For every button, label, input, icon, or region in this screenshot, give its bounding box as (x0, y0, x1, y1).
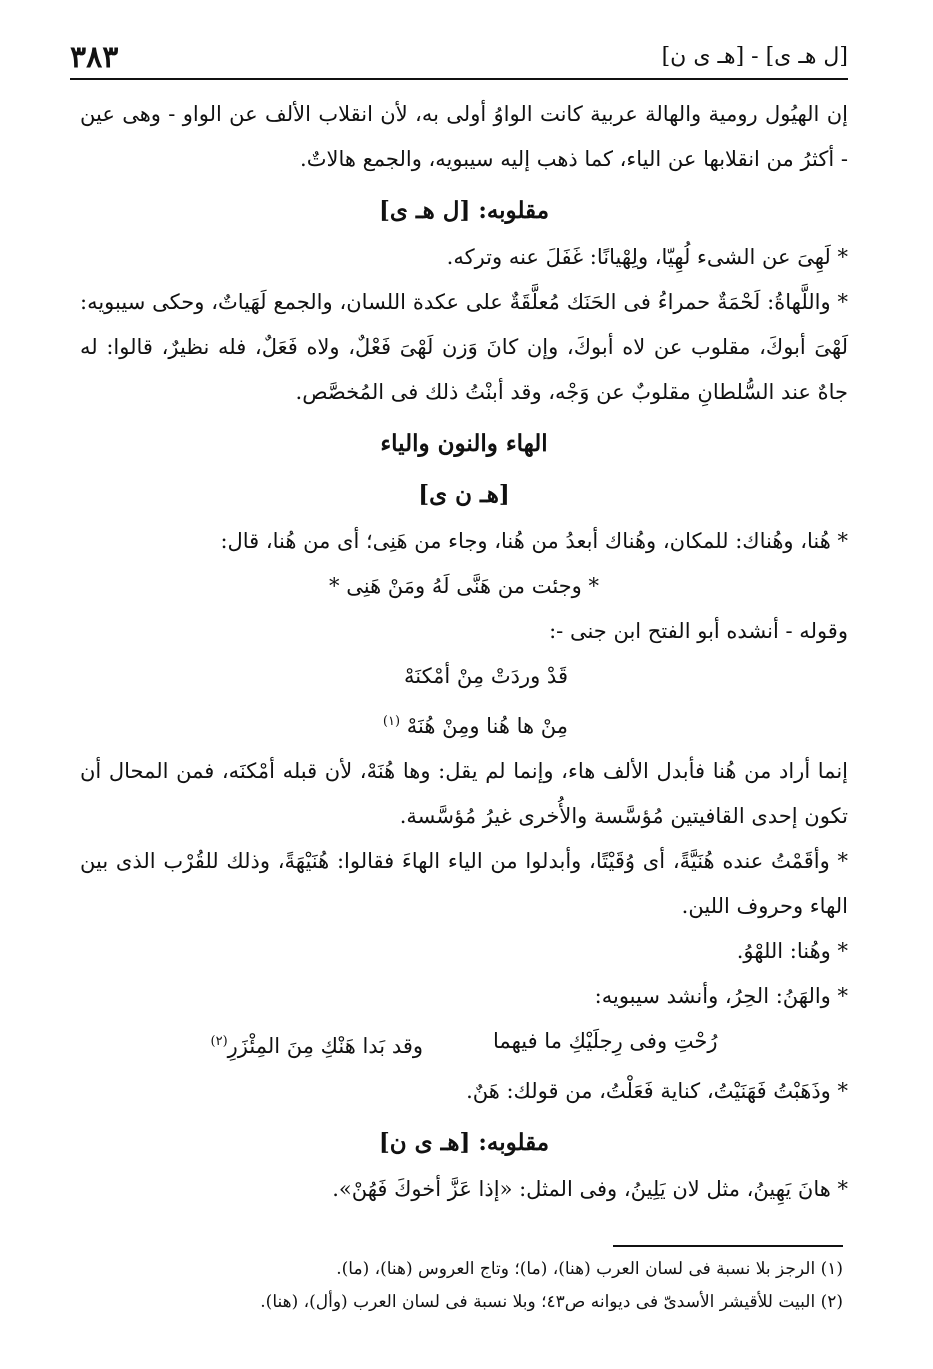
running-head: [ل هـ ى] - [هـ ى ن] (661, 44, 848, 69)
paragraph: إن الهيُول رومية والهالة عربية كانت الواوُ أولى به، لأن انقلاب الألف عن الواو - وهى عين - أكثرُ من انقلابها عن الياء، كما ذهب إليه سيبويه، والجمع هالاتٌ. (80, 102, 848, 171)
verse-line (80, 699, 848, 749)
footnote-marker: (٢) (210, 1034, 228, 1049)
footnotes (80, 1245, 843, 1319)
footnote: (١) الرجز بلا نسبة فى لسان العرب (هنا)، (ما)؛ وتاج العروس (هنا)، (ما). (336, 1259, 843, 1279)
page-header (70, 38, 848, 80)
paragraph: * هُنا، وهُناك: للمكان، وهُناك أبعدُ من هُنا، وجاء من هَنِى؛ أى من هُنا، قال: (220, 529, 848, 553)
footnote: (٢) البيت للأقيشر الأسدىّ فى ديوانه ص٤٣؛ وبلا نسبة فى لسان العرب (وأل)، (هنا). (260, 1292, 843, 1312)
section-heading: الهاء والنون والياء (380, 430, 548, 457)
section-heading: مقلوبه: [هـ ى ن] (378, 1129, 550, 1156)
bayt-first-hemistich: رُحْتِ وفى رِجلَيْكِ ما فيهما (493, 1029, 718, 1053)
paragraph: وقوله - أنشده أبو الفتح ابن جنى -: (549, 619, 848, 643)
section-heading: مقلوبه: [ل هـ ى] (378, 197, 550, 224)
poem-bayt (80, 1019, 848, 1069)
hemistich-text: وقد بَدا هَنْكِ مِنَ المِئْزَرِ (227, 1034, 424, 1058)
main-text (80, 92, 848, 1212)
paragraph: * والهَنُ: الحِرُ، وأنشد سيبويه: (594, 984, 848, 1008)
verse-line: قَدْ وردَتْ مِنْ أمْكنَهْ (403, 664, 568, 688)
paragraph: * وهُنا: اللهْوُ. (736, 939, 848, 963)
bayt-second-hemistich (211, 1019, 424, 1069)
paragraph: * هانَ يَهِينُ، مثل لان يَلِينُ، وفى المثل: «إذا عَزَّ أخوكَ فَهُنْ». (332, 1177, 848, 1201)
page-number: ٣٨٣ (70, 40, 119, 75)
footnote-marker: (١) (382, 714, 401, 729)
paragraph: * وأقَمْتُ عنده هُنَيَّةً، أى وُقَيْتًا، وأبدلوا من الياء الهاءَ فقالوا: هُنَيْهَةً، وذلك للقُرْب الذى بين الهاء وحروف اللين. (80, 849, 848, 918)
paragraph: * واللَّهاةُ: لَحْمَةٌ حمراءُ فى الحَنَك مُعلَّقَةٌ على عكدة اللسان، والجمع لَهَياتٌ، وحكى سيبويه: لَهْىَ أبوكَ، مقلوب عن لاه أبوكَ، وإن كانَ وَزن لَهْىَ فَعْلٌ، ولاه فَعَلٌ، فله نظيرٌ، قالوا: له جاهٌ عند السُّلطانِ مقلوبٌ عن وَجْه، وقد أبنْتُ ذلك فى المُخصَّص. (80, 290, 848, 404)
verse-line: * وجئت من هَنَّى لَهُ ومَنْ هَنِى * (329, 574, 599, 598)
section-heading: [هـ ن ى] (418, 481, 510, 508)
verse-text: مِنْ ها هُنا ومِنْ هُنَهْ (406, 714, 568, 738)
paragraph: * لَهِىَ عن الشىء لُهِيّا، ولِهْيانًا: غَفَلَ عنه وتركه. (446, 245, 848, 269)
paragraph: * وذَهَبْتُ فَهَنَيْتُ، كناية فَعَلْتُ، من قولك: هَنٌ. (466, 1079, 848, 1103)
footnote-rule (613, 1245, 843, 1247)
paragraph: إنما أراد من هُنا فأبدل الألف هاء، وإنما لم يقل: وها هُنَهْ، لأن قبله أمْكنَه، فمن المحال أن تكون إحدى القافيتين مُؤسَّسة والأُخرى غيرُ مُؤسَّسة. (80, 759, 848, 828)
